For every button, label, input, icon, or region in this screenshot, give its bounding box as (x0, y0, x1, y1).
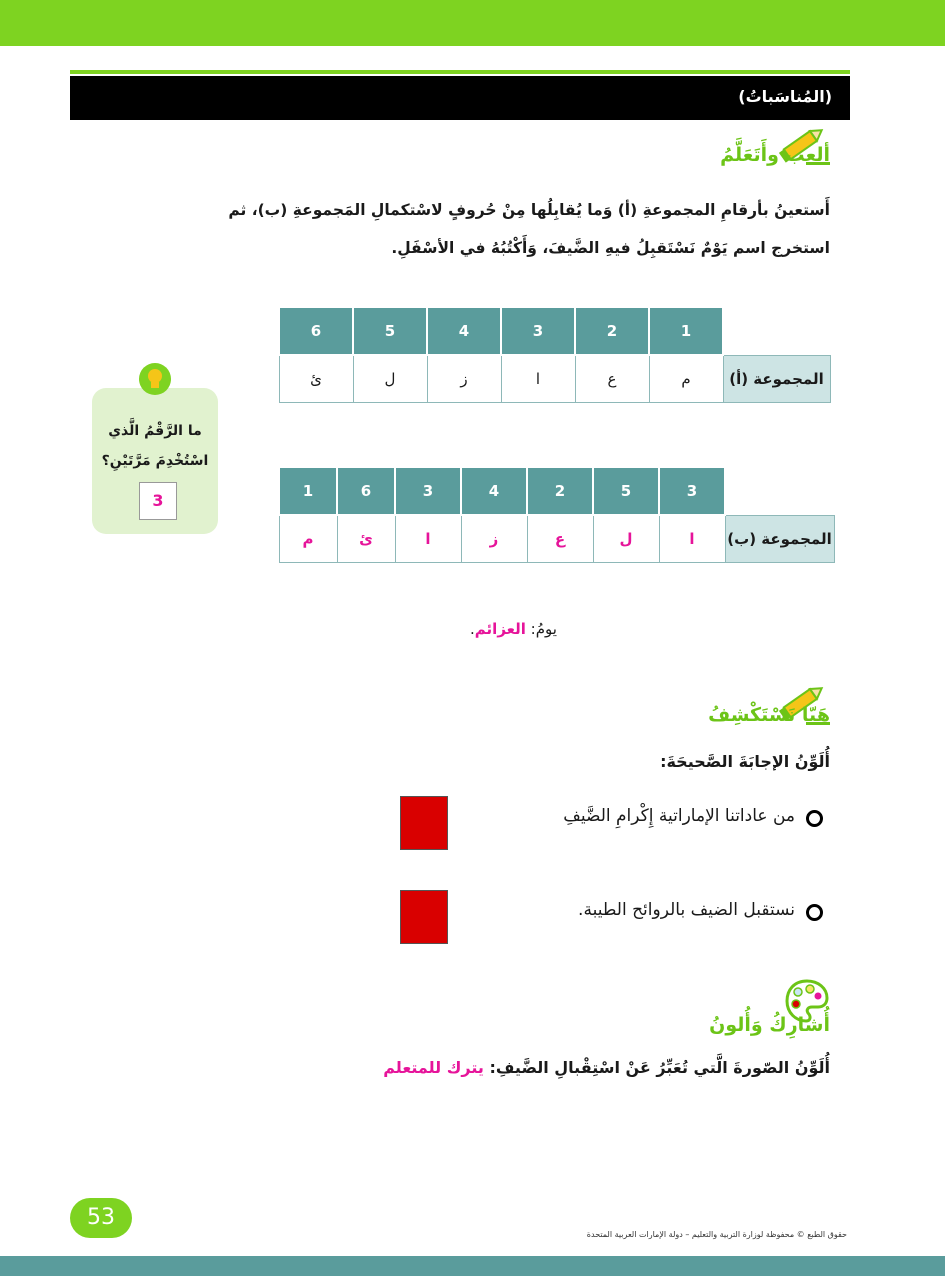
hint-box (92, 388, 218, 534)
table-a-number: 6 (279, 307, 353, 355)
table-a-label: المجموعة (أ) (723, 355, 830, 403)
table-b-letter[interactable]: ع (527, 515, 593, 563)
table-b-number: 2 (527, 467, 593, 515)
header-bar (70, 76, 850, 120)
instruction-paragraph (110, 191, 830, 267)
option-2-text: نستقبل الضيف بالروائح الطيبة. (578, 900, 795, 920)
option-1-color-box[interactable] (400, 796, 448, 850)
table-b-letter[interactable]: ل (593, 515, 659, 563)
table-a-number: 5 (353, 307, 427, 355)
table-b-letter[interactable]: ز (461, 515, 527, 563)
share-answer: يترك للمتعلم (383, 1058, 484, 1077)
bullet-icon (806, 810, 823, 827)
header-accent-line (70, 70, 850, 74)
hint-question (92, 416, 218, 476)
table-group-b (278, 466, 835, 563)
table-a-number: 3 (501, 307, 575, 355)
table-a-letter: ع (575, 355, 649, 403)
page-title: (المُناسَباتُ) (738, 87, 832, 106)
bottom-band (0, 1256, 945, 1276)
bullet-icon (806, 904, 823, 921)
copyright-text: حقوق الطبع © محفوظة لوزارة التربية والتعليم – دولة الإمارات العربية المتحدة (586, 1230, 847, 1239)
table-b-letter[interactable]: م (279, 515, 337, 563)
top-green-band (0, 0, 945, 46)
section-title-explore: هَيّا نَسْتَكْشِفُ (708, 704, 830, 726)
table-b-number: 3 (659, 467, 725, 515)
table-b-number: 1 (279, 467, 337, 515)
table-b-number: 4 (461, 467, 527, 515)
table-a-number: 4 (427, 307, 501, 355)
hint-line-1: ما الرَّقْمُ الَّذي (108, 423, 202, 439)
option-1-text: من عاداتنا الإماراتية إِكْرامِ الضَّيفِ (563, 806, 795, 826)
share-instruction-text: أُلَوِّنُ الصّورةَ الَّتي تُعَبِّرُ عَنْ اسْتِقْبالِ الضَّيفِ: (489, 1058, 830, 1077)
table-b-number: 6 (337, 467, 395, 515)
section-title-share-color: أُشارِكُ وَأُلونُ (709, 1014, 830, 1036)
answer-prefix: يومُ: (525, 620, 557, 638)
table-a-letter: ا (501, 355, 575, 403)
table-a-letter: ئ (279, 355, 353, 403)
lightbulb-icon (138, 362, 172, 396)
hint-line-2: اسْتُخْدِمَ مَرَّتَيْنِ؟ (101, 453, 209, 469)
color-instruction: أُلَوِّنُ الإجابَةَ الصَّحيحَةَ: (660, 752, 830, 771)
table-b-letter[interactable]: ا (395, 515, 461, 563)
table-a-number: 2 (575, 307, 649, 355)
table-b-label: المجموعة (ب) (725, 515, 834, 563)
answer-suffix: . (470, 620, 475, 638)
table-a-number: 1 (649, 307, 723, 355)
answer-line (470, 620, 557, 638)
table-a-corner (723, 307, 830, 355)
option-2-color-box[interactable] (400, 890, 448, 944)
table-b-number: 3 (395, 467, 461, 515)
hint-answer-box[interactable]: 3 (139, 482, 177, 520)
table-group-a (278, 306, 831, 403)
table-b-letter[interactable]: ا (659, 515, 725, 563)
table-b-letter[interactable]: ئ (337, 515, 395, 563)
instruction-line-1: أَستعينُ بأرقامِ المجموعةِ (أ) وَما يُقابِلُها مِنْ حُروفٍ لاسْتكمالِ المَجموعةِ (ب)، ثم (228, 201, 830, 219)
table-a-letter: ل (353, 355, 427, 403)
answer-value[interactable]: العزائم (474, 620, 526, 638)
section-title-play-learn: ألعب وأَتَعَلَّمُ (720, 144, 830, 166)
table-a-letter: ز (427, 355, 501, 403)
table-b-number: 5 (593, 467, 659, 515)
table-b-corner (725, 467, 834, 515)
instruction-line-2: استخرج اسم يَوْمٌ نَسْتَقبِلُ فيهِ الضَّيفَ، وَأَكْتُبُهُ في الأسْفَلِ. (391, 239, 830, 257)
page-number: 53 (70, 1198, 132, 1238)
share-instruction (383, 1058, 830, 1077)
table-a-letter: م (649, 355, 723, 403)
